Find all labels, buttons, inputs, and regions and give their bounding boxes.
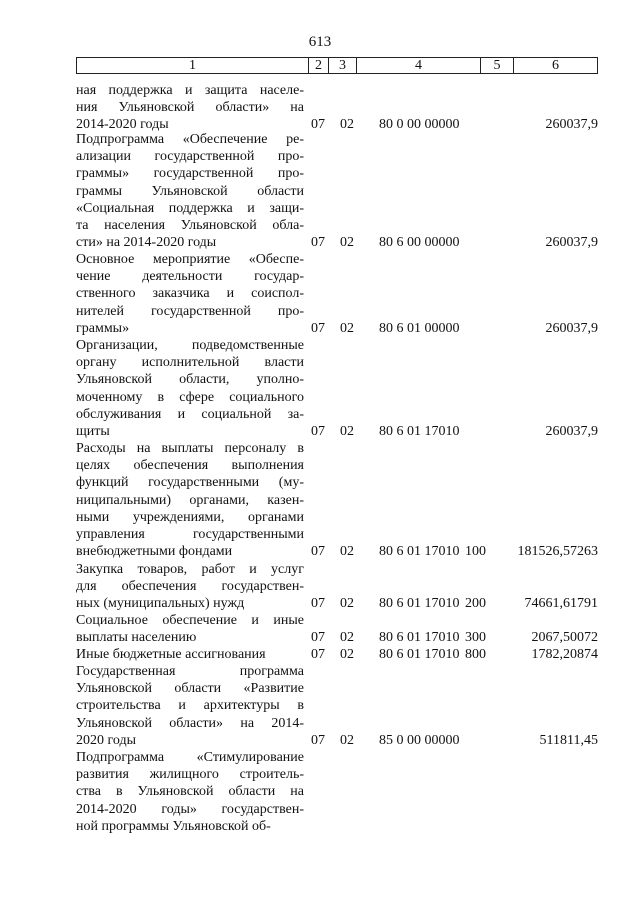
column-4-code: 80 6 01 17010: [379, 596, 460, 612]
description-line: щиты: [76, 424, 110, 440]
column-6-amount: 260037,9: [545, 424, 598, 439]
table-row: [76, 561, 598, 613]
column-6-amount: 260037,9: [545, 320, 598, 336]
description-line: та населения Ульяновской обла-: [76, 218, 304, 234]
description-line: Ульяновской области «Развитие: [76, 681, 304, 697]
description-line: ными учреждениями, органами: [76, 509, 304, 525]
column-6-amount: 260037,9: [545, 235, 598, 251]
column-3-value: 02: [340, 424, 354, 439]
column-5-code: 200: [465, 596, 486, 612]
description-line: функций государственными (му-: [76, 475, 304, 491]
description-line: строительства и архитектуры в: [76, 698, 304, 714]
column-2-value: 07: [311, 647, 325, 662]
description-line: 2014-2020 годы: [76, 117, 169, 133]
description-line: нителей государственной про-: [76, 303, 304, 319]
column-6-amount: 1782,20874: [531, 647, 598, 662]
column-2-value: 07: [311, 630, 325, 646]
description-line: граммы Ульяновской области: [76, 183, 304, 199]
column-4-code: 80 6 01 17010: [379, 544, 460, 560]
description-line: ная поддержка и защита населе-: [76, 83, 304, 98]
description-line: обслуживания и социальной за-: [76, 406, 304, 422]
column-3-value: 02: [340, 596, 354, 612]
column-3-value: 02: [340, 544, 354, 560]
column-4-code: 80 6 01 00000: [379, 320, 460, 336]
description-line: ния Ульяновской области» на: [76, 100, 304, 116]
column-3-value: 02: [340, 117, 354, 133]
description-line: Иные бюджетные ассигнования: [76, 647, 266, 662]
row-description: [76, 749, 304, 835]
table-row: [76, 251, 598, 337]
row-description: [76, 337, 304, 440]
column-4-code: 80 6 00 00000: [379, 235, 460, 251]
column-5-code: 300: [465, 630, 486, 646]
page-number: 613: [308, 34, 332, 50]
column-5-code: 800: [465, 647, 486, 662]
table-row: [76, 131, 598, 251]
description-line: граммы»: [76, 320, 130, 336]
row-description: [76, 251, 304, 337]
column-6-amount: 260037,9: [545, 117, 598, 133]
row-description: [76, 663, 304, 749]
column-3-value: 02: [340, 235, 354, 251]
description-line: ных (муниципальных) нужд: [76, 596, 245, 612]
column-3-value: 02: [340, 732, 354, 748]
table-row: [76, 337, 598, 440]
column-header-6: 6: [552, 58, 559, 73]
description-line: 2014-2020 годы» государствен-: [76, 801, 304, 817]
description-line: Государственная программа: [76, 664, 304, 679]
description-line: граммы» государственной про-: [76, 166, 304, 182]
column-2-value: 07: [311, 596, 325, 612]
column-3-value: 02: [340, 630, 354, 646]
description-line: Ульяновской области, уполно-: [76, 372, 304, 388]
column-2-value: 07: [311, 320, 325, 336]
column-3-value: 02: [340, 320, 354, 336]
column-2-value: 07: [311, 544, 325, 560]
column-header-4: 4: [357, 58, 481, 73]
description-line: чение деятельности государ-: [76, 269, 304, 285]
description-line: Подпрограмма «Обеспечение ре-: [76, 132, 304, 147]
column-6-amount: 511811,45: [539, 732, 598, 748]
row-description: [76, 561, 304, 613]
table-row: [76, 663, 598, 749]
description-line: ной программы Ульяновской об-: [76, 818, 271, 834]
column-4-code: 80 6 01 17010: [379, 630, 460, 646]
description-line: Расходы на выплаты персоналу в: [76, 441, 304, 456]
column-2-value: 07: [311, 117, 325, 133]
column-2-value: 07: [311, 732, 325, 748]
description-line: сти» на 2014-2020 годы: [76, 235, 217, 251]
row-description: [76, 131, 304, 251]
description-line: внебюджетными фондами: [76, 544, 233, 560]
row-description: [76, 82, 304, 134]
table-row: [76, 646, 598, 663]
description-line: Социальное обеспечение и иные: [76, 613, 304, 628]
column-header-2: 2: [309, 58, 329, 73]
row-description: [76, 440, 304, 560]
column-4-code: 85 0 00 00000: [379, 732, 460, 748]
column-4-code: 80 6 01 17010: [379, 647, 460, 662]
description-line: органу исполнительной власти: [76, 355, 304, 371]
description-line: Ульяновской области» на 2014-: [76, 715, 304, 731]
column-5-code: 100: [465, 544, 486, 560]
table-row: [76, 749, 598, 835]
description-line: Основное мероприятие «Обеспе-: [76, 252, 304, 267]
description-line: для обеспечения государствен-: [76, 579, 304, 595]
row-description: [76, 646, 304, 663]
description-line: ственного заказчика и соиспол-: [76, 286, 304, 302]
description-line: целях обеспечения выполнения: [76, 458, 304, 474]
column-4-code: 80 6 01 17010: [379, 424, 460, 439]
column-2-value: 07: [311, 235, 325, 251]
table-column-header: [76, 57, 598, 74]
description-line: Подпрограмма «Стимулирование: [76, 750, 304, 765]
column-6-amount: 74661,61791: [524, 596, 598, 612]
description-line: управления государственными: [76, 527, 304, 543]
description-line: развития жилищного строитель-: [76, 767, 304, 783]
column-4-code: 80 0 00 00000: [379, 117, 460, 133]
description-line: Закупка товаров, работ и услуг: [76, 562, 304, 577]
description-line: «Социальная поддержка и защи-: [76, 200, 304, 216]
column-3-value: 02: [340, 647, 354, 662]
description-line: ства в Ульяновской области на: [76, 784, 304, 800]
description-line: ниципальными) органами, казен-: [76, 492, 304, 508]
column-header-1: 1: [77, 58, 309, 73]
description-line: Организации, подведомственные: [76, 338, 304, 353]
column-header-5: 5: [481, 58, 514, 73]
description-line: ализации государственной про-: [76, 149, 304, 165]
description-line: 2020 годы: [76, 732, 137, 748]
description-line: моченному в сфере социального: [76, 389, 304, 405]
column-2-value: 07: [311, 424, 325, 439]
table-row: [76, 440, 598, 560]
table-row: [76, 612, 598, 646]
column-6-amount: 2067,50072: [531, 630, 598, 646]
description-line: выплаты населению: [76, 630, 197, 646]
row-description: [76, 612, 304, 646]
column-header-3: 3: [329, 58, 357, 73]
table-row: [76, 82, 598, 134]
column-6-amount: 181526,57263: [517, 544, 598, 560]
